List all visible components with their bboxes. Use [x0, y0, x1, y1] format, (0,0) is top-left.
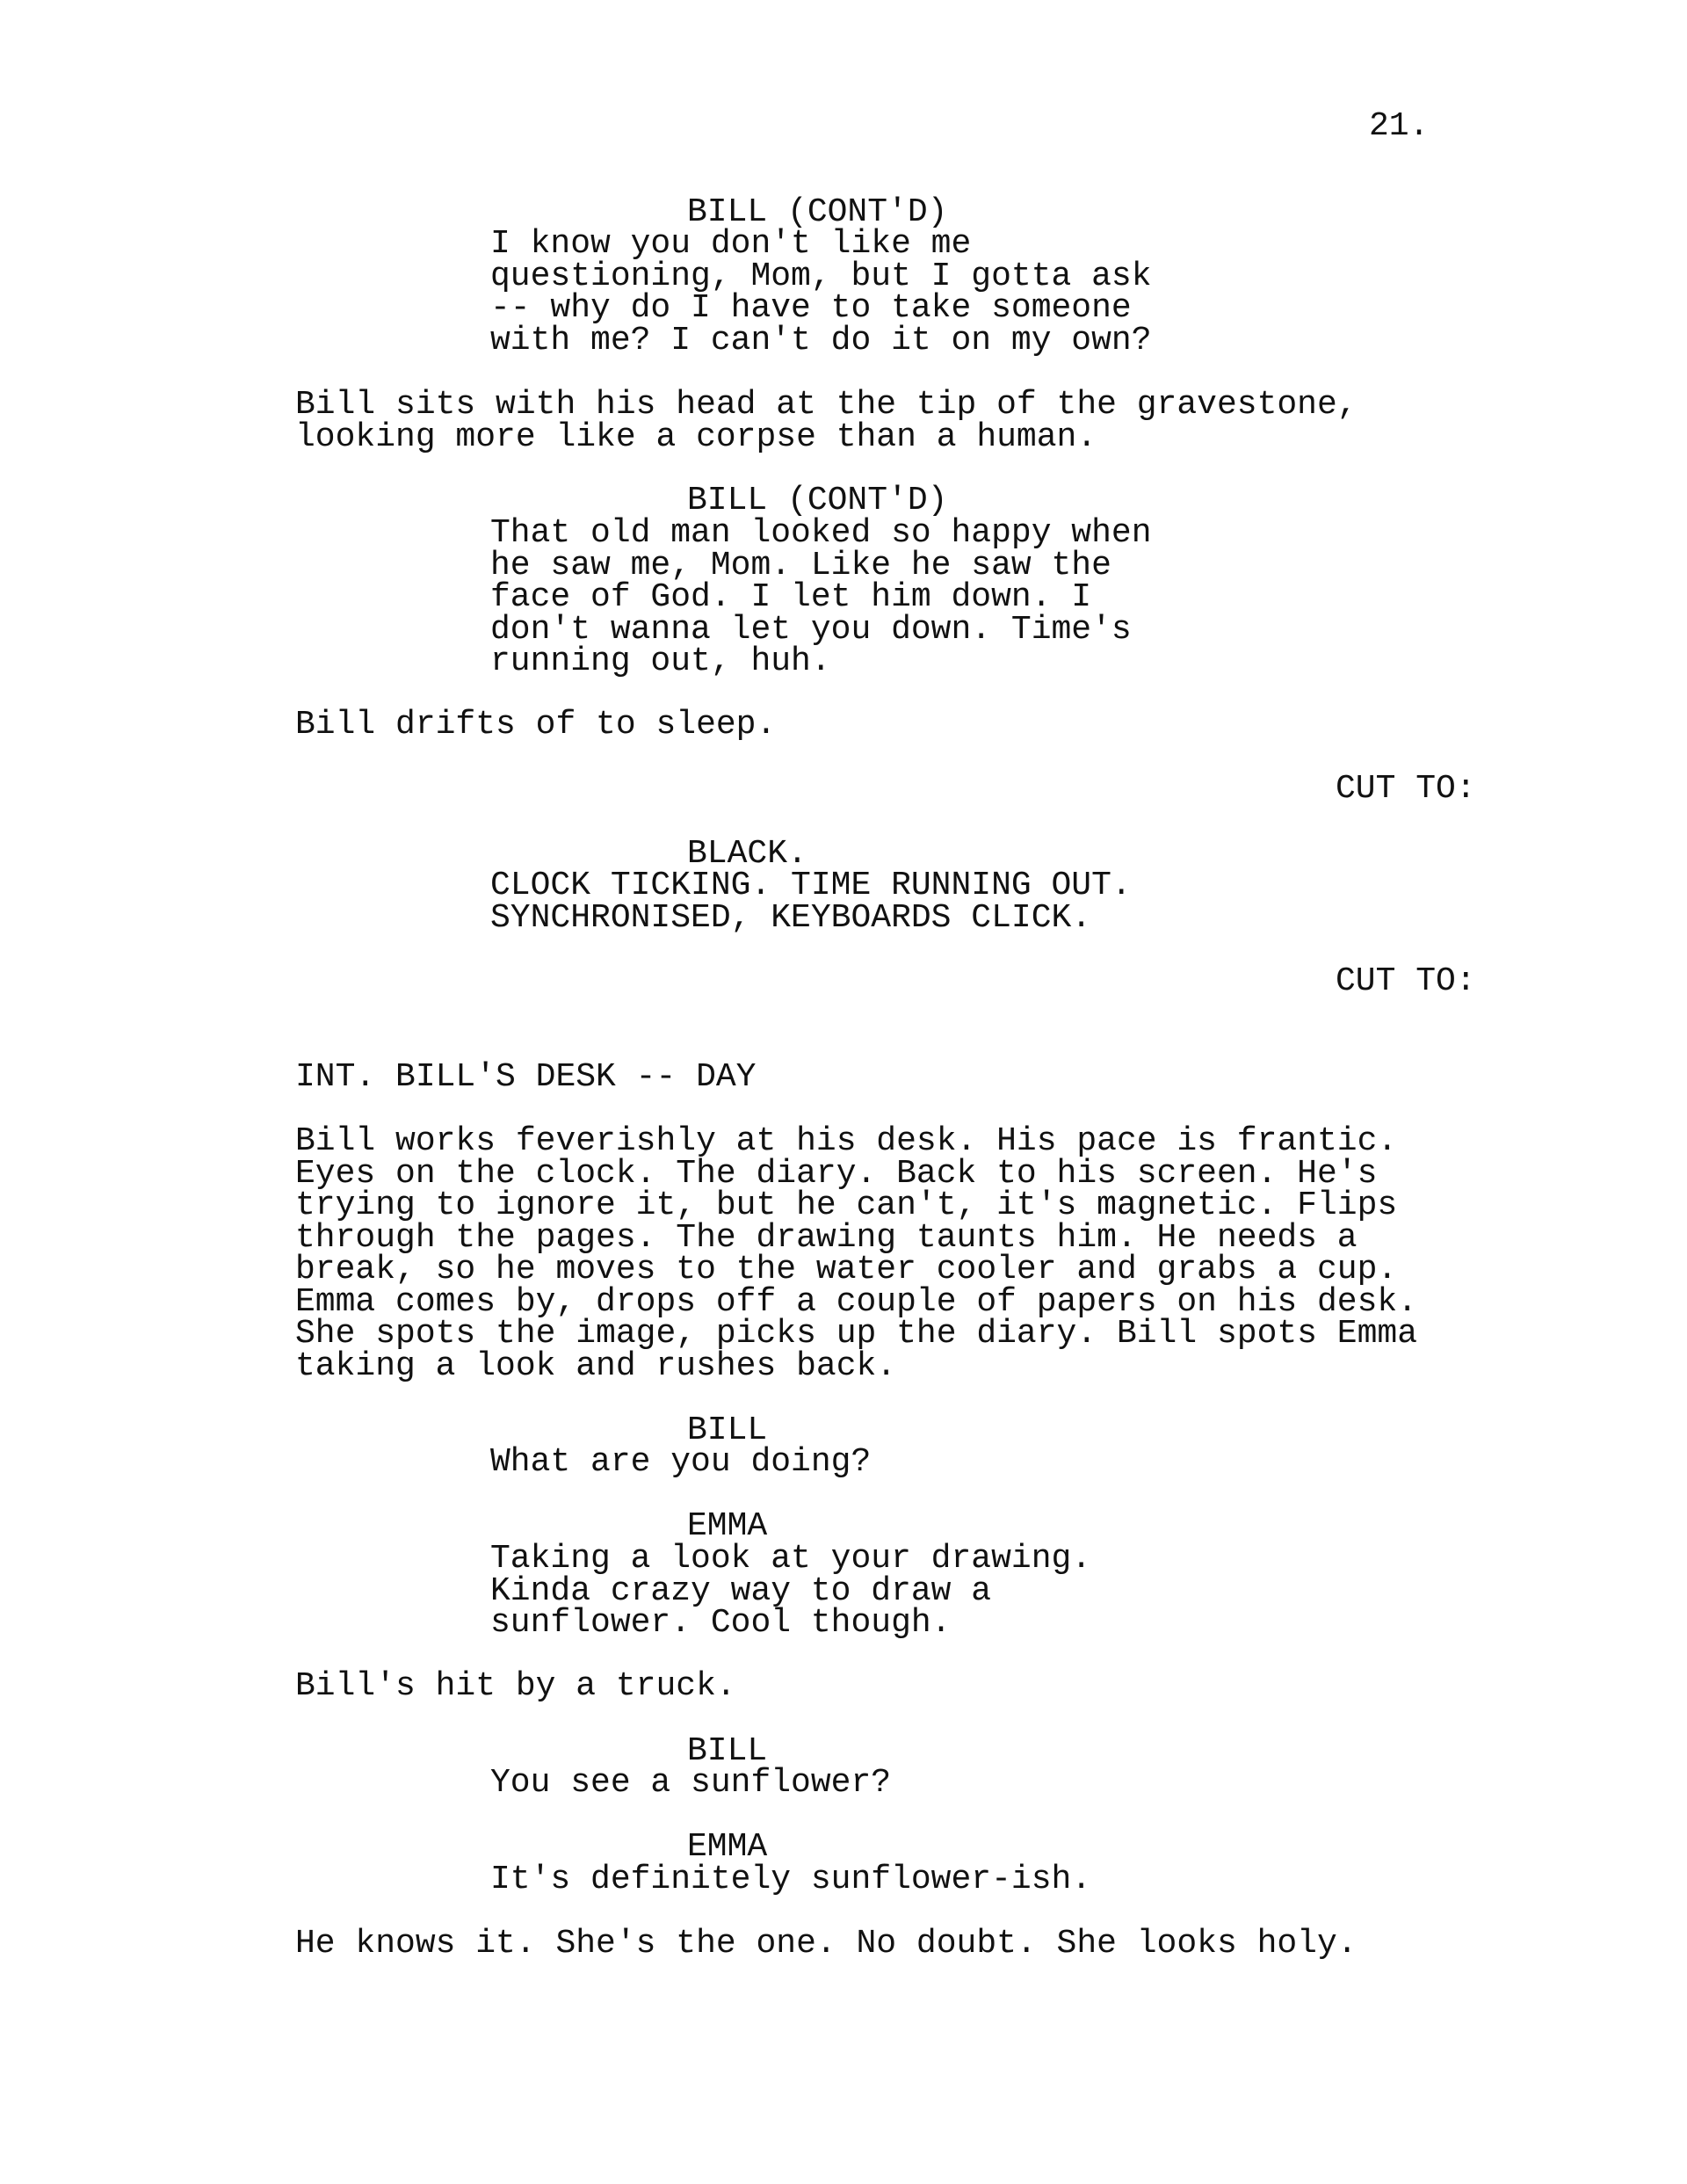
dialogue: You see a sunflower?	[490, 1764, 892, 1802]
transition: CUT TO:	[1336, 770, 1476, 808]
transition: CUT TO:	[1336, 962, 1476, 1000]
action-line: He knows it. She's the one. No doubt. She looks holy.	[295, 1925, 1358, 1963]
dialogue: That old man looked so happy when he saw me, Mom. Like he saw the face of God. I let him down. I don't wanna let you down. Time's running out, huh.	[490, 514, 1152, 680]
dialogue: CLOCK TICKING. TIME RUNNING OUT. SYNCHRONISED, KEYBOARDS CLICK.	[490, 867, 1132, 937]
character-name: BLACK.	[687, 835, 807, 873]
dialogue: Taking a look at your drawing. Kinda crazy way to draw a sunflower. Cool though.	[490, 1540, 1092, 1642]
dialogue: It's definitely sunflower-ish.	[490, 1861, 1092, 1898]
character-name: BILL	[687, 1732, 768, 1770]
action-line: Bill's hit by a truck.	[295, 1667, 736, 1705]
action-line: Bill drifts of to sleep.	[295, 706, 777, 744]
character-name: EMMA	[687, 1828, 768, 1866]
page-number: 21.	[1369, 107, 1430, 145]
dialogue: What are you doing?	[490, 1443, 872, 1481]
character-name: BILL	[687, 1411, 768, 1449]
scene-heading: INT. BILL'S DESK -- DAY	[295, 1058, 757, 1096]
action-line: Bill sits with his head at the tip of the gravestone, looking more like a corpse than a human.	[295, 386, 1358, 456]
character-name: BILL (CONT'D)	[687, 193, 948, 231]
character-name: BILL (CONT'D)	[687, 482, 948, 519]
character-name: EMMA	[687, 1507, 768, 1545]
dialogue: I know you don't like me questioning, Mom, but I gotta ask -- why do I have to take someone with me? I can't do it on my own?	[490, 225, 1152, 359]
action-line: Bill works feverishly at his desk. His pace is frantic. Eyes on the clock. The diary. Back to his screen. He's trying to ignore it, but he can't, it's magnetic. Flips through the pages. The drawing taunts him. He needs a break, so he moves to the water cooler and grabs a cup. Emma comes by, drops off a couple of papers on his desk. She spots the image, picks up the diary. Bill spots Emma taking a look and rushes back.	[295, 1122, 1418, 1385]
